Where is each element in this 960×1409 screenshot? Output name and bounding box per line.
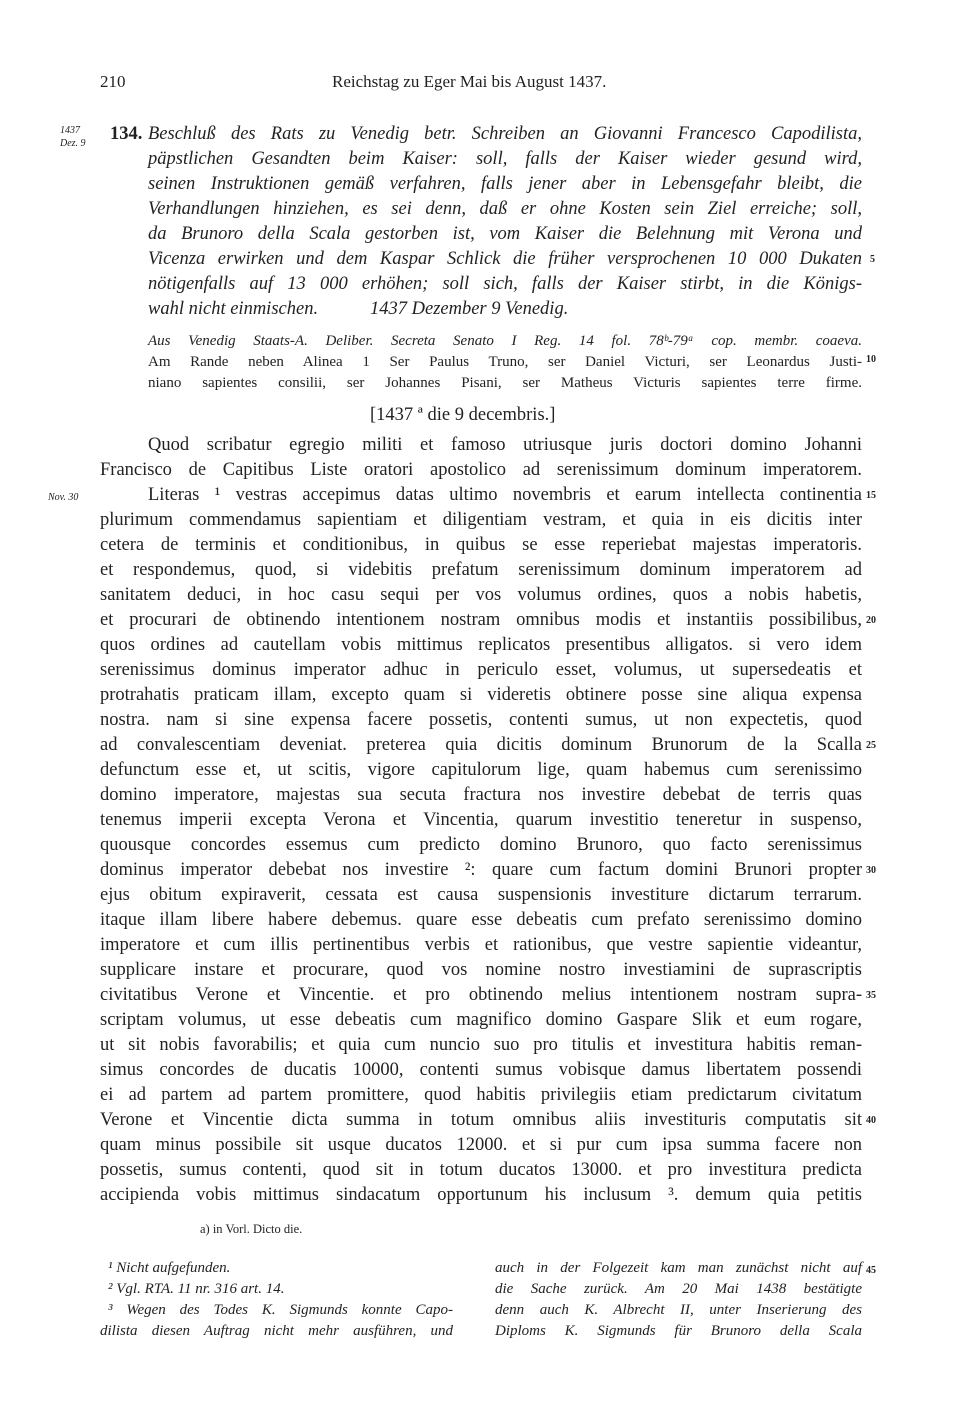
line-number: 25 — [866, 740, 876, 751]
line-number: 10 — [866, 354, 876, 365]
line-number: 5 — [870, 254, 875, 265]
source-line-2: Am Rande neben Alinea 1 Ser Paulus Truno, ser Daniel Victuri, ser Leonardus Justi- — [148, 354, 862, 370]
variant-note: a) in Vorl. Dicto die. — [200, 1222, 303, 1236]
text-line-17: quousque concordes essemus cum predicto domino Brunoro, quo facto serenissimus — [100, 835, 862, 855]
regest-line-1: Beschluß des Rats zu Venedig betr. Schreiben an Giovanni Francesco Capodilista, — [148, 124, 862, 144]
text-line-8: et procurari de obtinendo intentionem nostram omnibus modis et instantiis possibilibus, — [100, 610, 862, 630]
text-line-27: ei ad partem ad partem promittere, quod habitis privilegiis etiam predictarum civitatum — [100, 1085, 862, 1105]
line-number: 30 — [866, 865, 876, 876]
text-line-3: Literas ¹ vestras accepimus datas ultimo novembris et earum intellecta continentia — [148, 485, 862, 505]
text-line-11: protrahatis praticam illam, excepto quam si videretis obtinere posse sine aliqua expensa — [100, 685, 862, 705]
regest-line-6: Vicenza erwirken und dem Kaspar Schlick die früher versprochenen 10 000 Dukaten — [148, 249, 862, 269]
regest-line-7: nötigenfalls auf 13 000 erhöhen; soll sich, falls der Kaiser stirbt, in die Königs- — [148, 274, 862, 294]
text-line-21: imperatore et cum illis pertinentibus verbis et rationibus, que vestre sapientie videantur, — [100, 935, 862, 955]
text-line-4: plurimum commendamus sapientiam et diligentiam vestram, et quia in eis dicitis inter — [100, 510, 862, 530]
source-line-3: niano sapientes consilii, ser Johannes Pisani, ser Matheus Victuris sapientes terre firme. — [148, 375, 862, 391]
margin-year: 1437 — [60, 125, 80, 136]
line-number: 45 — [866, 1265, 876, 1276]
margin-note: Nov. 30 — [48, 492, 79, 503]
line-number: 15 — [866, 490, 876, 501]
text-line-22: supplicare instare et procurare, quod vos nomine nostro investiamini de suprascriptis — [100, 960, 862, 980]
line-number: 40 — [866, 1115, 876, 1126]
text-line-24: scriptam volumus, ut esse debeatis cum magnifico domino Gaspare Slik et eum rogare, — [100, 1010, 862, 1030]
text-line-10: serenissimus dominus imperator adhuc in periculo esset, volumus, ut supersedeatis et — [100, 660, 862, 680]
regest-line-3: seinen Instruktionen gemäß verfahren, falls jener aber in Lebensgefahr bleibt, die — [148, 174, 862, 194]
footnote-3-cont: dilista diesen Auftrag nicht mehr ausführen, und — [100, 1323, 453, 1339]
text-line-2: Francisco de Capitibus Liste oratori apostolico ad serenissimum dominum imperatorem. — [100, 460, 862, 480]
text-line-26: simus concordes de ducatis 10000, contenti sumus vobisque damus libertatem possendi — [100, 1060, 862, 1080]
footnote-3-right-3: denn auch K. Albrecht II, unter Inserierung des — [495, 1302, 862, 1318]
text-line-5: cetera de terminis et conditionibus, in quibus se esse reperiebat majestas imperatoris. — [100, 535, 862, 555]
page-number: 210 — [100, 72, 126, 91]
footnote-3-right-1: auch in der Folgezeit kam man zunächst nicht auf — [495, 1260, 862, 1276]
regest-date: 1437 Dezember 9 Venedig. — [370, 299, 569, 319]
regest-line-4: Verhandlungen hinziehen, es sei denn, daß er ohne Kosten sein Ziel erreiche; soll, — [148, 199, 862, 219]
line-number: 35 — [866, 990, 876, 1001]
text-line-18: dominus imperator debebat nos investire ²: quare cum factum domini Brunori propter — [100, 860, 862, 880]
regest-line-5: da Brunoro della Scala gestorben ist, vom Kaiser die Belehnung mit Verona und — [148, 224, 862, 244]
regest-number: 134. — [110, 124, 143, 144]
text-line-15: domino imperatore, majestas sua secuta fractura nos investire debebat de terris quas — [100, 785, 862, 805]
text-line-6: et respondemus, quod, si videbitis prefatum serenissimum dominum imperatorem ad — [100, 560, 862, 580]
date-heading: [1437 ª die 9 decembris.] — [370, 405, 556, 425]
running-title: Reichstag zu Eger Mai bis August 1437. — [332, 72, 607, 91]
text-line-7: sanitatem deduci, in hoc casu sequi per vos volumus ordines, quos a nobis habetis, — [100, 585, 862, 605]
footnote-3-right-4: Diploms K. Sigmunds für Brunoro della Scala — [495, 1323, 862, 1339]
text-line-9: quos ordines ad cautellam vobis mittimus replicatos presentibus alligatos. si vero idem — [100, 635, 862, 655]
regest-line-8: wahl nicht einmischen. — [148, 299, 319, 319]
text-line-30: possetis, sumus contenti, quod sit in totum ducatos 13000. et pro investitura predicta — [100, 1160, 862, 1180]
text-line-19: ejus obitum expiraverit, cessata est causa suspensionis investiture dictarum terrarum. — [100, 885, 862, 905]
text-line-14: defunctum esse et, ut scitis, vigore capitulorum lige, quam habemus cum serenissimo — [100, 760, 862, 780]
source-line-1: Aus Venedig Staats-A. Deliber. Secreta Senato I Reg. 14 fol. 78ᵇ-79ᵃ cop. membr. coaeva. — [148, 333, 862, 349]
footnote-1: ¹ Nicht aufgefunden. — [108, 1260, 231, 1276]
text-line-28: Verone et Vincentie dicta summa in totum omnibus aliis investituris computatis sit — [100, 1110, 862, 1130]
text-line-12: nostra. nam si sine expensa facere possetis, contenti sumus, ut non expectetis, quod — [100, 710, 862, 730]
text-line-20: itaque illam libere habere debemus. quare esse debeatis cum prefato serenissimo domino — [100, 910, 862, 930]
text-line-1: Quod scribatur egregio militi et famoso utriusque juris doctori domino Johanni — [148, 435, 862, 455]
margin-day: Dez. 9 — [60, 138, 86, 149]
footnote-3: ³ Wegen des Todes K. Sigmunds konnte Capo- — [108, 1302, 453, 1318]
line-number: 20 — [866, 615, 876, 626]
text-line-31: accipienda vobis mittimus sindacatum opportunum his inclusum ³. demum quia petitis — [100, 1185, 862, 1205]
footnote-2: ² Vgl. RTA. 11 nr. 316 art. 14. — [108, 1281, 285, 1297]
text-line-29: quam minus possibile sit usque ducatos 12000. et si pur cum ipsa summa facere non — [100, 1135, 862, 1155]
footnote-3-right-2: die Sache zurück. Am 20 Mai 1438 bestätigte — [495, 1281, 862, 1297]
text-line-16: tenemus imperii excepta Verona et Vincentia, quarum investitio teneretur in suspenso, — [100, 810, 862, 830]
text-line-13: ad convalescentiam deveniat. preterea quia dicitis dominum Brunorum de la Scalla — [100, 735, 862, 755]
text-line-25: ut sit nobis favorabilis; et quia cum nuncio suo pro titulis et investitura habitis reman- — [100, 1035, 862, 1055]
regest-line-2: päpstlichen Gesandten beim Kaiser: soll, falls der Kaiser wieder gesund wird, — [148, 149, 862, 169]
text-line-23: civitatibus Verone et Vincentie. et pro obtinendo melius intentionem nostram supra- — [100, 985, 862, 1005]
